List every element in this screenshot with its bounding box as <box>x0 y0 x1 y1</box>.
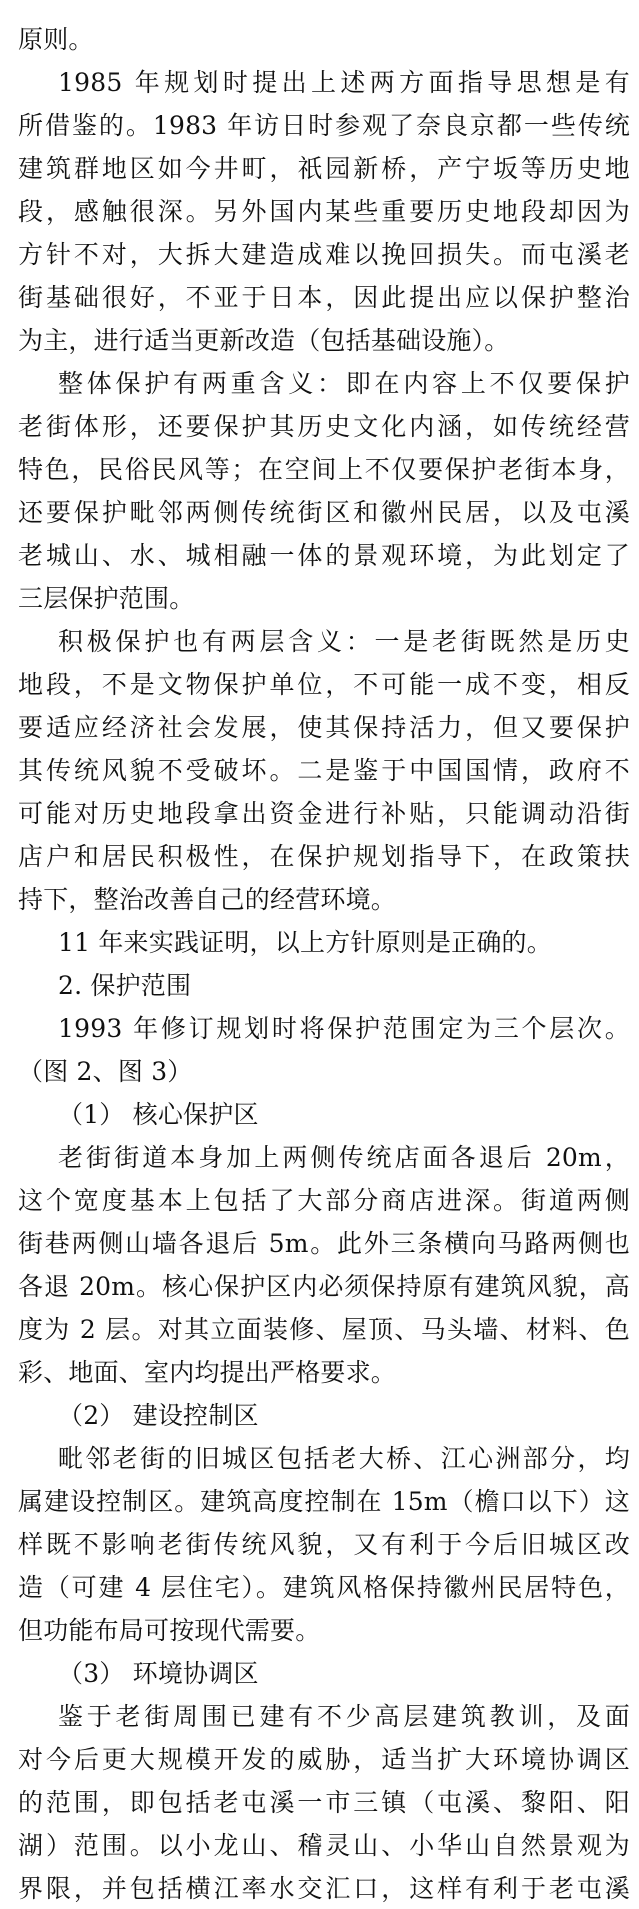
text-line-30: 各退 20m。核心保护区内必须保持原有建筑风貌，高 <box>18 1272 630 1301</box>
text-line-36: 样既不影响老街传统风貌，又有利于今后旧城区改 <box>18 1530 630 1559</box>
subsection-heading-3: （3） 环境协调区 <box>58 1659 259 1688</box>
text-line-12: 还要保护毗邻两侧传统街区和徽州民居，以及屯溪 <box>18 498 630 527</box>
text-line-35: 属建设控制区。建筑高度控制在 15m（檐口以下）这 <box>18 1487 630 1516</box>
text-line-5: 段，感触很深。另外国内某些重要历史地段却因为 <box>18 197 630 226</box>
text-line-9: 整体保护有两重含义：即在内容上不仅要保护 <box>58 369 630 398</box>
text-line-29: 街巷两侧山墙各退后 5m。此外三条横向马路两侧也 <box>18 1229 630 1258</box>
text-line-20: 店户和居民积极性，在保护规划指导下，在政策扶 <box>18 842 630 871</box>
text-line-19: 可能对历史地段拿出资金进行补贴，只能调动沿街 <box>18 799 630 828</box>
figure-reference: （图 2、图 3） <box>18 1057 193 1086</box>
text-line-41: 对今后更大规模开发的威胁，适当扩大环境协调区 <box>18 1745 630 1774</box>
text-line-17: 要适应经济社会发展，使其保持活力，但又要保护 <box>18 713 630 742</box>
text-line-3: 所借鉴的。1983 年访日时参观了奈良京都一些传统 <box>18 111 630 140</box>
text-line-6: 方针不对，大拆大建造成难以挽回损失。而屯溪老 <box>18 240 630 269</box>
text-line-15: 积极保护也有两层含义：一是老街既然是历史 <box>58 627 630 656</box>
text-line-2: 1985 年规划时提出上述两方面指导思想是有 <box>58 68 630 97</box>
text-line-24: 1993 年修订规划时将保护范围定为三个层次。 <box>58 1014 630 1043</box>
text-line-42: 的范围，即包括老屯溪一市三镇（屯溪、黎阳、阳 <box>18 1788 630 1817</box>
subsection-heading-2: （2） 建设控制区 <box>58 1401 259 1430</box>
section-heading: 2. 保护范围 <box>58 971 192 1000</box>
text-line-18: 其传统风貌不受破坏。二是鉴于中国国情，政府不 <box>18 756 630 785</box>
text-line-28: 这个宽度基本上包括了大部分商店进深。街道两侧 <box>18 1186 630 1215</box>
subsection-heading-1: （1） 核心保护区 <box>58 1100 259 1129</box>
text-line-27: 老街街道本身加上两侧传统店面各退后 20m， <box>58 1143 630 1172</box>
text-line-32: 彩、地面、室内均提出严格要求。 <box>18 1358 397 1387</box>
text-line-38: 但功能布局可按现代需要。 <box>18 1616 321 1645</box>
text-line-31: 度为 2 层。对其立面装修、屋顶、马头墙、材料、色 <box>18 1315 630 1344</box>
text-line-44: 界限，并包括横江率水交汇口，这样有利于老屯溪 <box>18 1874 630 1903</box>
text-line-10: 老街体形，还要保护其历史文化内涵，如传统经营 <box>18 412 630 441</box>
text-line-40: 鉴于老街周围已建有不少高层建筑教训，及面 <box>58 1702 630 1731</box>
text-line-22: 11 年来实践证明，以上方针原则是正确的。 <box>58 928 552 957</box>
text-line-11: 特色，民俗民风等；在空间上不仅要保护老街本身， <box>18 455 630 484</box>
text-line-8: 为主，进行适当更新改造（包括基础设施）。 <box>18 326 510 355</box>
text-line-1: 原则。 <box>18 25 94 54</box>
text-line-4: 建筑群地区如今井町，祇园新桥，产宁坂等历史地 <box>18 154 630 183</box>
text-line-21: 持下，整治改善自己的经营环境。 <box>18 885 397 914</box>
text-line-14: 三层保护范围。 <box>18 584 195 613</box>
text-line-37: 造（可建 4 层住宅）。建筑风格保持徽州民居特色， <box>18 1573 630 1602</box>
text-line-7: 街基础很好，不亚于日本，因此提出应以保护整治 <box>18 283 630 312</box>
text-line-43: 湖）范围。以小龙山、稽灵山、小华山自然景观为 <box>18 1831 630 1860</box>
text-line-16: 地段，不是文物保护单位，不可能一成不变，相反 <box>18 670 630 699</box>
text-line-13: 老城山、水、城相融一体的景观环境，为此划定了 <box>18 541 630 570</box>
text-line-34: 毗邻老街的旧城区包括老大桥、江心洲部分，均 <box>58 1444 630 1473</box>
